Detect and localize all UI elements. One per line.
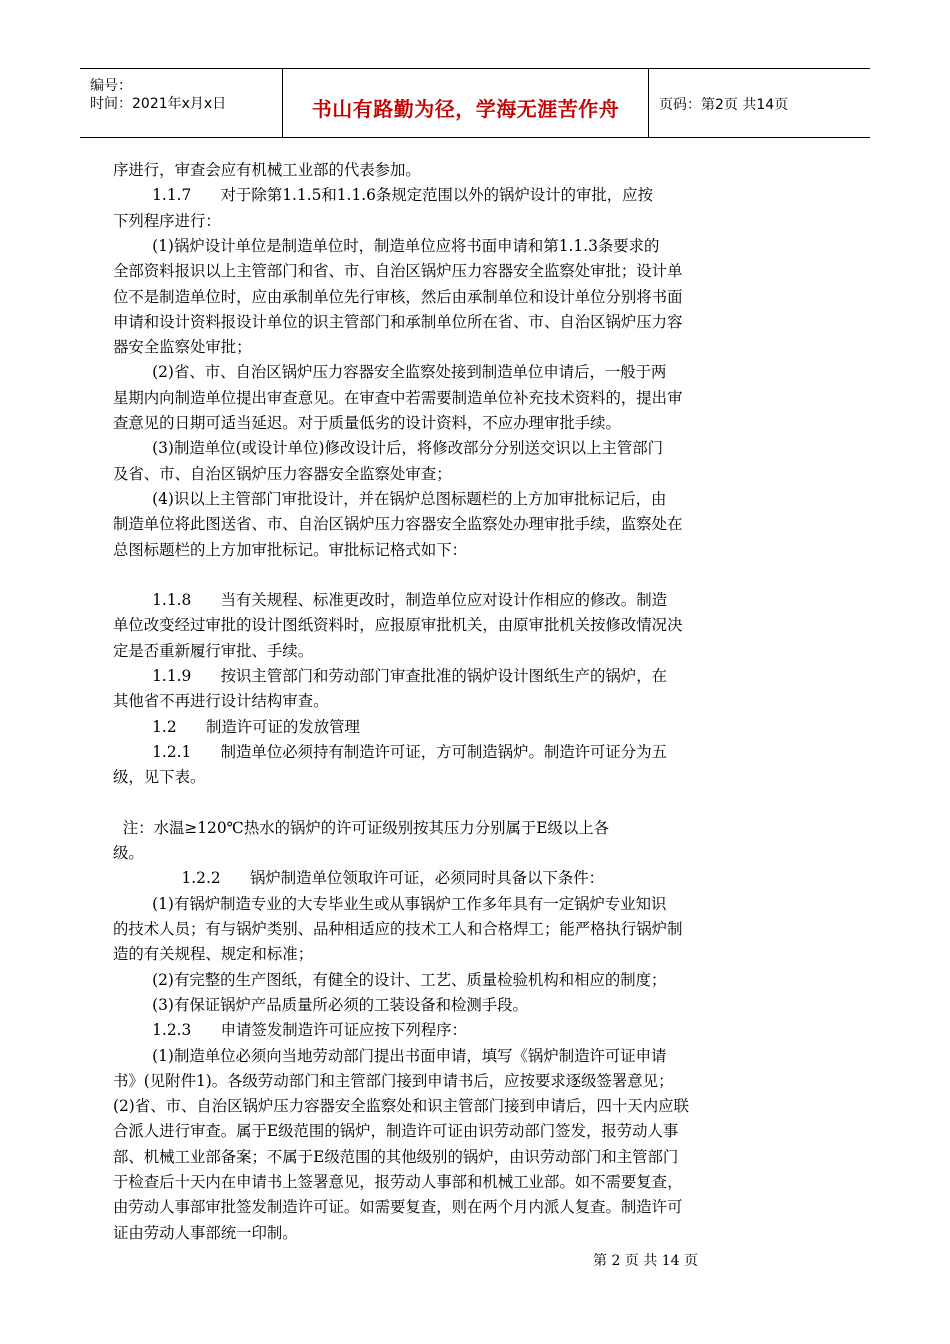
text-line: 单位改变经过审批的设计图纸资料时，应报原审批机关，由原审批机关按修改情况决 [113,616,683,635]
text-line: 1.2.2 锅炉制造单位领取许可证，必须同时具备以下条件： [113,869,604,888]
text-line: 器安全监察处审批； [113,338,252,357]
text-line: 级，见下表。 [113,768,206,787]
text-line: 1.2 制造许可证的发放管理 [113,717,360,736]
text-line: (2)省、市、自治区锅炉压力容器安全监察处和识主管部门接到申请后，四十天内应联 [113,1097,689,1116]
header-meta-cell [80,69,283,137]
text-line: 1.1.8 当有关规程、标准更改时，制造单位应对设计作相应的修改。制造 [113,591,667,610]
text-line: (2)省、市、自治区锅炉压力容器安全监察处接到制造单位申请后，一般于两 [113,363,667,382]
text-line: 定是否重新履行审批、手续。 [113,641,314,660]
header-motto-cell [283,69,649,137]
date-line: 时间：2021年x月x日 [90,96,227,112]
text-line: 证由劳动人事部统一印制。 [113,1223,298,1242]
text-line: (4)识以上主管部门审批设计，并在锅炉总图标题栏的上方加审批标记后，由 [113,489,667,508]
text-line: 造的有关规程、规定和标准； [113,945,314,964]
text-line: 部、机械工业部备案；不属于E级范围的其他级别的锅炉，由识劳动部门和主管部门 [113,1147,679,1166]
text-line: (1)锅炉设计单位是制造单位时，制造单位应将书面申请和第1.1.3条要求的 [113,236,660,255]
text-line: 的技术人员；有与锅炉类别、品种相适应的技术工人和合格焊工；能严格执行锅炉制 [113,920,683,938]
text-line: 全部资料报识以上主管部门和省、市、自治区锅炉压力容器安全监察处审批；设计单 [113,262,683,281]
text-line: 下列程序进行： [113,211,221,230]
text-line: (3)制造单位(或设计单位)修改设计后，将修改部分分别送交识以上主管部门 [113,439,664,458]
text-line: 序进行，审查会应有机械工业部的代表参加。 [113,161,421,179]
text-line: 级。 [113,844,144,863]
text-line: 查意见的日期可适当延迟。对于质量低劣的设计资料，不应办理审批手续。 [113,414,621,432]
header-page-cell [649,69,870,137]
text-line: 由劳动人事部审批签发制造许可证。如需要复查，则在两个月内派人复查。制造许可 [113,1198,683,1217]
text-line: 其他省不再进行设计结构审查。 [113,692,329,711]
text-line: (2)有完整的生产图纸，有健全的设计、工艺、质量检验机构和相应的制度； [113,970,667,989]
text-line: 书》(见附件1)。各级劳动部门和主管部门接到申请书后，应按要求逐级签署意见； [113,1071,674,1090]
text-line: 申请和设计资料报设计单位的识主管部门和承制单位所在省、市、自治区锅炉压力容 [113,312,683,331]
text-line: (1)有锅炉制造专业的大专毕业生或从事锅炉工作多年具有一定锅炉专业知识 [113,894,667,913]
page-footer: 第 2 页 共 14 页 [593,1253,698,1269]
page-info: 页码：第2页 共14页 [659,97,789,113]
text-line: 合派人进行审查。属于E级范围的锅炉，制造许可证由识劳动部门签发，报劳动人事 [113,1122,679,1141]
text-line: (3)有保证锅炉产品质量所必须的工装设备和检测手段。 [113,995,528,1014]
page-header [80,68,870,138]
text-line: 总图标题栏的上方加审批标记。审批标记格式如下： [113,540,467,559]
text-line: 1.2.1 制造单位必须持有制造许可证，方可制造锅炉。制造许可证分为五 [113,742,667,761]
text-line: 位不是制造单位时，应由承制单位先行审核，然后由承制单位和设计单位分别将书面 [113,287,683,306]
text-line: 及省、市、自治区锅炉压力容器安全监察处审查； [113,464,452,483]
text-line: 1.1.7 对于除第1.1.5和1.1.6条规定范围以外的锅炉设计的审批，应按 [113,186,653,205]
text-line: 1.2.3 申请签发制造许可证应按下列程序： [113,1021,467,1040]
text-line: 于检查后十天内在申请书上签署意见，报劳动人事部和机械工业部。如不需要复查， [113,1173,683,1191]
serial-label: 编号： [90,78,132,94]
text-line: 注：水温≥120℃热水的锅炉的许可证级别按其压力分别属于E级以上各 [113,818,610,837]
header-motto: 书山有路勤为径，学海无涯苦作舟 [311,97,620,121]
text-line: 星期内向制造单位提出审查意见。在审查中若需要制造单位补充技术资料的，提出审 [113,388,683,407]
text-line: 制造单位将此图送省、市、自治区锅炉压力容器安全监察处办理审批手续，监察处在 [113,515,683,534]
text-line: 1.1.9 按识主管部门和劳动部门审查批准的锅炉设计图纸生产的锅炉，在 [113,667,667,685]
text-line: (1)制造单位必须向当地劳动部门提出书面申请，填写《锅炉制造许可证申请 [113,1046,667,1065]
